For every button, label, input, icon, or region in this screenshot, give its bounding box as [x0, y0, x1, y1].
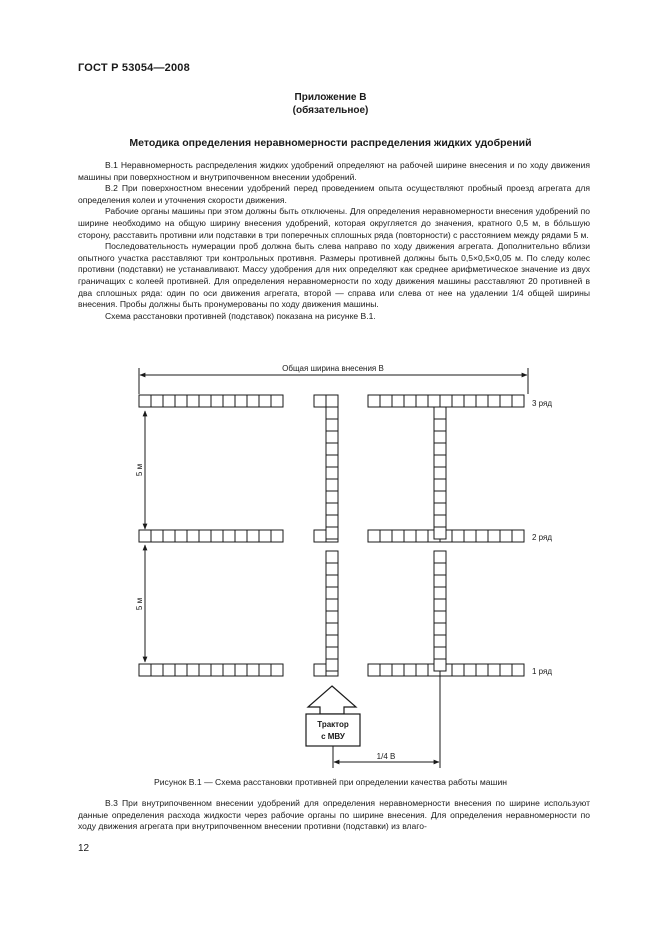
tray-row2 — [488, 530, 500, 542]
tray-quarter-column — [434, 443, 446, 455]
tray-axis-column — [326, 503, 338, 515]
tray-row3 — [368, 395, 380, 407]
tray-row3 — [392, 395, 404, 407]
tray-axis-column — [326, 551, 338, 563]
tray-row1 — [416, 664, 428, 676]
spacing-label-top: 5 м — [135, 463, 144, 477]
tray-row3 — [488, 395, 500, 407]
tray-row1 — [476, 664, 488, 676]
tray-row1 — [247, 664, 259, 676]
tray-quarter-column — [434, 407, 446, 419]
tray-row3 — [380, 395, 392, 407]
tray-axis-column — [326, 635, 338, 647]
tray-row1 — [452, 664, 464, 676]
tray-row1 — [151, 664, 163, 676]
tray-axis-column — [326, 527, 338, 539]
tray-axis-column — [326, 623, 338, 635]
row-label-2: 2 ряд — [532, 533, 553, 542]
tray-row2 — [211, 530, 223, 542]
tray-row3 — [163, 395, 175, 407]
tractor-box — [306, 714, 360, 746]
tray-grid — [139, 395, 524, 676]
tray-quarter-column — [434, 479, 446, 491]
tray-axis-column — [326, 491, 338, 503]
tray-row3 — [247, 395, 259, 407]
tray-axis-column — [326, 479, 338, 491]
tray-quarter-column — [434, 623, 446, 635]
paragraph-b1: В.1 Неравномерность распределения жидких удобрений определяют на рабочей ширине внесения и по ходу движения машины при поверхностном и внутрипочвенном внесении удобрений. — [78, 160, 590, 182]
tray-row1 — [404, 664, 416, 676]
tray-row3 — [175, 395, 187, 407]
width-label: Общая ширина внесения B — [282, 364, 384, 373]
tray-row3 — [500, 395, 512, 407]
tray-row2 — [235, 530, 247, 542]
tray-row2 — [476, 530, 488, 542]
tray-axis-column — [326, 611, 338, 623]
tray-row3 — [187, 395, 199, 407]
tray-axis-column — [326, 455, 338, 467]
tractor-direction-arrow — [308, 686, 356, 714]
tray-row2 — [223, 530, 235, 542]
tray-row1 — [500, 664, 512, 676]
tray-quarter-column — [434, 527, 446, 539]
tray-quarter-column — [434, 467, 446, 479]
tray-row2 — [500, 530, 512, 542]
tray-row3 — [512, 395, 524, 407]
tray-quarter-column — [434, 587, 446, 599]
tray-row2 — [271, 530, 283, 542]
tray-quarter-column — [434, 515, 446, 527]
tray-quarter-column — [434, 575, 446, 587]
tray-row1 — [211, 664, 223, 676]
tray-row3 — [139, 395, 151, 407]
tray-quarter-column — [434, 551, 446, 563]
tray-row3 — [476, 395, 488, 407]
tray-row3 — [151, 395, 163, 407]
tray-row2 — [380, 530, 392, 542]
tray-row1 — [175, 664, 187, 676]
tray-axis-column — [326, 563, 338, 575]
tray-row1 — [380, 664, 392, 676]
tray-axis-column — [326, 431, 338, 443]
tray-row2 — [464, 530, 476, 542]
tray-row3 — [314, 395, 326, 407]
tray-row2 — [199, 530, 211, 542]
tray-row1 — [392, 664, 404, 676]
tray-axis-column — [326, 515, 338, 527]
tray-row1 — [464, 664, 476, 676]
tray-axis-column — [326, 659, 338, 671]
tray-row3 — [211, 395, 223, 407]
tray-row2 — [139, 530, 151, 542]
tray-quarter-column — [434, 491, 446, 503]
tray-quarter-column — [434, 419, 446, 431]
tray-row2 — [187, 530, 199, 542]
tray-axis-column — [326, 443, 338, 455]
tray-row3 — [452, 395, 464, 407]
paragraph-b3: В.3 При внутрипочвенном внесении удобрений для определения неравномерности внесения по ширине используют данные определения расхода жидкости через рабочие органы по ширине внесения. Для определения неравномерности по ходу движения агрегата при внутрипочвенном внесении противни (подставки) из влаго- — [78, 798, 590, 832]
row-label-3: 3 ряд — [532, 399, 553, 408]
tray-row2 — [416, 530, 428, 542]
tray-row1 — [259, 664, 271, 676]
tray-axis-column — [326, 599, 338, 611]
body-text-lower — [78, 798, 590, 833]
tray-row2 — [151, 530, 163, 542]
tray-row2 — [175, 530, 187, 542]
tray-row3 — [259, 395, 271, 407]
tray-quarter-column — [434, 431, 446, 443]
tray-axis-column — [326, 467, 338, 479]
tray-row1 — [139, 664, 151, 676]
tray-row3 — [428, 395, 440, 407]
quarter-label: 1/4 B — [376, 752, 396, 761]
paragraph-b2-cont: Рабочие органы машины при этом должны быть отключены. Для определения неравномерности внесения удобрений по ширине необходимо на общую ширину внесения удобрений, которая округляется до значения, кратного 0,5 м, в бо́льшую сторону, расставить противни или подставки в три поперечных сплошных ряда (повторности) с расстоянием между рядами 5 м. — [78, 206, 590, 240]
tray-row3 — [235, 395, 247, 407]
tray-axis-column — [326, 407, 338, 419]
row-label-1: 1 ряд — [532, 667, 553, 676]
paragraph-scheme-ref: Схема расстановки противней (подставок) показана на рисунке В.1. — [105, 310, 376, 321]
tray-row3 — [271, 395, 283, 407]
tray-quarter-column — [434, 563, 446, 575]
tray-row2 — [368, 530, 380, 542]
tray-row2 — [512, 530, 524, 542]
tray-quarter-column — [434, 611, 446, 623]
tray-row1 — [271, 664, 283, 676]
tray-row3 — [326, 395, 338, 407]
spacing-label-bottom: 5 м — [135, 597, 144, 611]
appendix-status: (обязательное) — [292, 105, 369, 116]
tray-axis-column — [326, 587, 338, 599]
tray-row1 — [314, 664, 326, 676]
tray-row3 — [464, 395, 476, 407]
tray-row3 — [223, 395, 235, 407]
tray-row1 — [488, 664, 500, 676]
tray-row2 — [452, 530, 464, 542]
tray-axis-column — [326, 575, 338, 587]
tray-quarter-column — [434, 635, 446, 647]
page-number: 12 — [78, 843, 90, 854]
tray-quarter-column — [434, 503, 446, 515]
tray-row1 — [163, 664, 175, 676]
tray-row1 — [187, 664, 199, 676]
tray-row2 — [163, 530, 175, 542]
tray-quarter-column — [434, 659, 446, 671]
tray-row2 — [259, 530, 271, 542]
appendix-title: Приложение В — [294, 92, 367, 103]
tray-quarter-column — [434, 599, 446, 611]
tray-row3 — [404, 395, 416, 407]
figure-caption: Рисунок В.1 — Схема расстановки противней при определении качества работы машин — [153, 777, 507, 787]
tray-row1 — [368, 664, 380, 676]
tray-row2 — [404, 530, 416, 542]
tray-row1 — [223, 664, 235, 676]
tray-quarter-column — [434, 455, 446, 467]
tray-row3 — [416, 395, 428, 407]
tray-row2 — [392, 530, 404, 542]
tray-row2 — [314, 530, 326, 542]
paragraph-b2: В.2 При поверхностном внесении удобрений перед проведением опыта осуществляют пробный проезд агрегата для определения колеи и уточнения скорости движения. — [78, 183, 590, 205]
section-title: Методика определения неравномерности распределения жидких удобрений — [129, 137, 532, 149]
tray-quarter-column — [434, 647, 446, 659]
tray-row2 — [247, 530, 259, 542]
tractor-label-line2: с МВУ — [321, 732, 345, 741]
document-id: ГОСТ Р 53054—2008 — [78, 62, 190, 74]
tray-axis-column — [326, 419, 338, 431]
tray-row3 — [199, 395, 211, 407]
tray-row1 — [512, 664, 524, 676]
tray-row3 — [440, 395, 452, 407]
tray-axis-column — [326, 647, 338, 659]
tray-row1 — [235, 664, 247, 676]
tray-row1 — [199, 664, 211, 676]
tractor-label-line1: Трактор — [317, 720, 349, 729]
paragraph-numbering: Последовательность нумерации проб должна быть слева направо по ходу движения агрегата. Дополнительно вблизи опытного участка расставляют три контрольных противня. Размеры противней должны быть 0,5×0,5×0,05 м. По следу колес противни (подставки) не устанавливают. Массу удобрения для них определяют как среднее арифметическое значение из двух граничащих с колеей противней. Для определения неравномерности по ходу движения машины расставляют 20 противней в два сплошных ряда: один по оси движения агрегата, второй — справа или слева от нее на удалении 1/4 общей ширины внесения. Пробы должны быть пронумерованы по ходу движения машины. — [78, 241, 590, 310]
